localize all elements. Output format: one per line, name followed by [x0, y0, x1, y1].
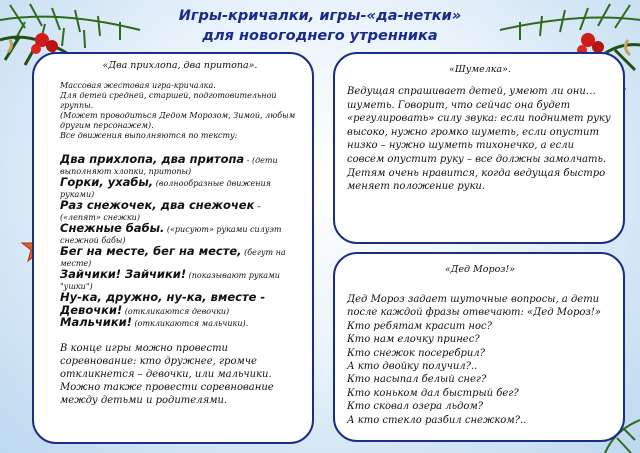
left-panel [32, 52, 314, 444]
game-line [60, 177, 300, 200]
list-item: А кто стекло разбил снежком?.. [347, 414, 527, 426]
intro-line: Для детей средней, старшей, подготовительной группы. [60, 91, 277, 110]
right-top-panel [333, 52, 625, 244]
game-line [60, 317, 300, 330]
page-title [150, 6, 490, 46]
game-note: (показывают руками "ушки") [60, 271, 280, 291]
list-item: А кто двойку получил?.. [347, 361, 478, 373]
game-text: Раз снежочек, два снежочек [60, 198, 255, 212]
list-item: Кто снежок посеребрил? [347, 347, 486, 359]
intro-line: Массовая жестовая игра-кричалка. [60, 81, 216, 90]
game-text: Два прихлопа, два притопа [60, 152, 245, 166]
intro-line: (Может проводиться Дедом Морозом, Зимой, любым другим персонажем). [60, 111, 296, 130]
game-text: Зайчики! Зайчики! [60, 267, 187, 281]
list-item: Кто ребятам красит нос? [347, 320, 492, 332]
game-note: (волнообразные движения руками) [60, 179, 271, 199]
game-note: – («лепят» снежки) [60, 202, 261, 222]
game-text: Мальчики! [60, 315, 132, 329]
game-text: Девочки! [60, 302, 123, 317]
outro-block [60, 342, 300, 407]
list-item: Дед Мороз задает шуточные вопросы, а дети после каждой фразы отвечают: «Дед Мороз!» [347, 294, 601, 319]
right-top-panel-text: Ведущая спрашивает детей, умеют ли они…шуметь. Говорит, что сейчас она будет «регулировать» силу звука: если поднимет руку высоко, нужно громко шуметь, если опустит низко – нужно шуметь тихонечко, а если совсем опустит руку – все должны замолчать. Детям очень нравится, когда ведущая быстро меняет положение руки. [347, 86, 611, 193]
game-lines [60, 154, 300, 330]
list-item: Кто насыпал белый снег? [347, 374, 487, 386]
game-line [60, 200, 300, 223]
game-note: (откликаются мальчики). [131, 319, 249, 328]
game-note: (откликаются девочки) [122, 306, 230, 316]
game-line [60, 154, 300, 177]
title-line-1: Игры-кричалки, игры-«да-нетки» [178, 8, 462, 24]
game-text: Горки, ухабы, [60, 175, 154, 189]
game-note: («рисуют» руками силуэт снежной бабы) [60, 225, 282, 245]
right-top-panel-title: «Шумелка». [449, 64, 511, 75]
game-note: - (дети выполняют хлопки, притопы) [60, 156, 278, 176]
right-bottom-panel [333, 252, 625, 442]
right-bottom-panel-title: «Дед Мороз!» [444, 264, 516, 275]
game-text: Бег на месте, бег на месте, [60, 244, 242, 258]
game-note: (бегут на месте) [60, 248, 286, 268]
list-item: Кто сковал озера льдом? [347, 401, 484, 413]
list-item: Кто коньком дал быстрый бег? [347, 387, 519, 399]
game-text: Снежные бабы. [60, 221, 165, 235]
intro-line: Все движения выполняются по тексту: [60, 131, 238, 140]
game-line [60, 223, 300, 246]
list-item: Кто нам елочку принес? [347, 334, 480, 346]
game-text: Ну-ка, дружно, ну-ка, вместе - [60, 290, 266, 304]
outro-line: В конце игры можно провести соревнование: кто дружнее, громче откликнется – девочки, или мальчики. [60, 342, 272, 380]
left-panel-title: «Два прихлопа, два притопа». [102, 60, 258, 71]
outro-line: Можно также провести соревнование между детьми и родителями. [60, 381, 274, 406]
game-line [60, 269, 300, 292]
game-line [60, 246, 300, 269]
intro-block [60, 81, 300, 141]
question-list [347, 293, 613, 427]
title-line-2: для новогоднего утренника [202, 28, 438, 44]
